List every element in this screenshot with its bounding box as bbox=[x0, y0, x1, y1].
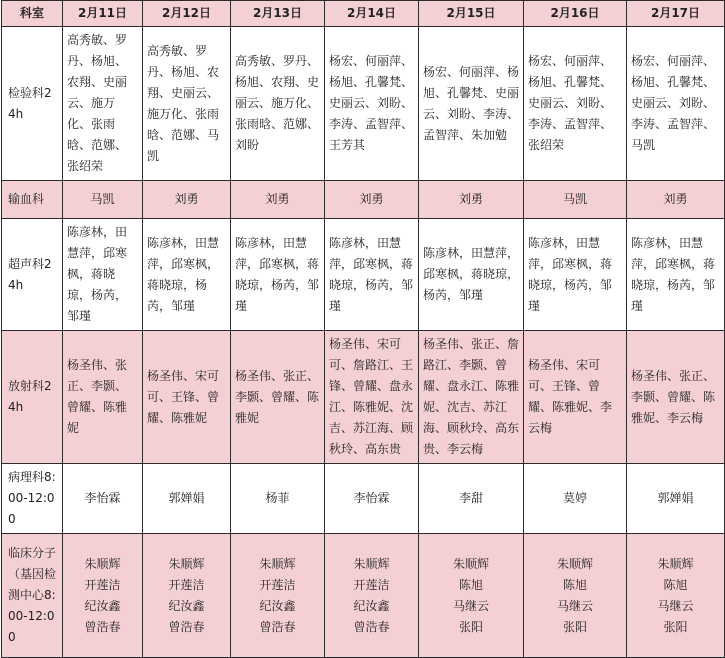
duty-cell: 刘勇 bbox=[419, 181, 524, 219]
duty-cell: 马凯 bbox=[524, 181, 627, 219]
header-dept: 科室 bbox=[2, 1, 63, 27]
duty-cell: 刘勇 bbox=[325, 181, 419, 219]
staff-name: 陈旭 bbox=[458, 577, 483, 592]
duty-cell: 杨圣伟、宋可可、詹路江、王锋、曾耀、盘永江、陈雅妮、沈吉、苏江海、顾秋玲、高东贵 bbox=[325, 331, 419, 464]
staff-name: 纪汝鑫 bbox=[259, 598, 296, 613]
duty-cell bbox=[63, 534, 143, 658]
staff-name: 开莲洁 bbox=[259, 577, 296, 592]
duty-cell: 李怡霖 bbox=[63, 464, 143, 534]
staff-name: 陈旭 bbox=[562, 577, 587, 592]
staff-name: 曾浩春 bbox=[168, 619, 205, 634]
duty-cell bbox=[325, 534, 419, 658]
duty-cell: 杨圣伟、宋可可、王锋、曾耀、陈雅妮 bbox=[143, 331, 231, 464]
duty-cell: 刘勇 bbox=[627, 181, 725, 219]
header-date: 2月11日 bbox=[63, 1, 143, 27]
table-row-radiology bbox=[2, 331, 725, 464]
staff-name: 陈旭 bbox=[663, 577, 688, 592]
duty-cell: 陈彦林，田慧萍，邱寒枫，蒋晓琼，杨芮，邹瑾 bbox=[524, 219, 627, 331]
duty-cell: 高秀敏、罗丹、杨旭、农翔、史丽云、施万化、张雨晗、范娜、马凯 bbox=[143, 27, 231, 181]
staff-name: 马继云 bbox=[657, 598, 694, 613]
dept-cell: 病理科8:00-12:00 bbox=[2, 464, 63, 534]
duty-cell: 郭婵娟 bbox=[627, 464, 725, 534]
header-date: 2月14日 bbox=[325, 1, 419, 27]
staff-name: 朱顺辉 bbox=[259, 556, 296, 571]
staff-name: 纪汝鑫 bbox=[168, 598, 205, 613]
header-date: 2月17日 bbox=[627, 1, 725, 27]
table-row-lab bbox=[2, 27, 725, 181]
duty-cell: 陈彦林，田慧萍，邱寒枫，蒋晓琼，杨芮，邹瑾 bbox=[63, 219, 143, 331]
duty-cell: 马凯 bbox=[63, 181, 143, 219]
duty-cell bbox=[524, 534, 627, 658]
duty-cell bbox=[231, 534, 325, 658]
duty-cell: 杨宏、何丽萍、杨旭、孔馨梵、史丽云、刘盼、李涛、孟智萍、张绍荣 bbox=[524, 27, 627, 181]
dept-cell: 临床分子（基因检测中心8:00-12:00 bbox=[2, 534, 63, 658]
duty-cell: 高秀敏、罗丹、杨旭、农翔、史丽云、施万化、张雨晗、范娜、刘盼 bbox=[231, 27, 325, 181]
duty-cell: 杨圣伟、张正、詹路江、李颢、曾耀、盘永江、陈雅妮、沈吉、苏江海、顾秋玲、高东贵、李云梅 bbox=[419, 331, 524, 464]
staff-name: 曾浩春 bbox=[353, 619, 390, 634]
header-date: 2月15日 bbox=[419, 1, 524, 27]
table-row-ultrasound bbox=[2, 219, 725, 331]
staff-name: 马继云 bbox=[556, 598, 593, 613]
duty-cell: 陈彦林，田慧萍，邱寒枫，蒋晓琼，杨芮，邹瑾 bbox=[325, 219, 419, 331]
duty-cell: 杨圣伟、张正、李颢、曾耀、陈雅妮 bbox=[63, 331, 143, 464]
staff-name: 开莲洁 bbox=[353, 577, 390, 592]
duty-cell: 杨圣伟、宋可可、王锋、曾耀、陈雅妮、李云梅 bbox=[524, 331, 627, 464]
header-row bbox=[2, 1, 725, 27]
table-row-pathology bbox=[2, 464, 725, 534]
duty-schedule-table bbox=[1, 0, 725, 658]
staff-name: 张阳 bbox=[458, 619, 483, 634]
header-date: 2月16日 bbox=[524, 1, 627, 27]
duty-cell: 杨宏、何丽萍、杨旭、孔馨梵、史丽云、刘盼、李涛、孟智萍、马凯 bbox=[627, 27, 725, 181]
staff-name: 朱顺辉 bbox=[452, 556, 489, 571]
dept-cell: 输血科 bbox=[2, 181, 63, 219]
header-date: 2月12日 bbox=[143, 1, 231, 27]
staff-name: 张阳 bbox=[663, 619, 688, 634]
dept-cell: 检验科24h bbox=[2, 27, 63, 181]
staff-name: 曾浩春 bbox=[84, 619, 121, 634]
staff-name: 纪汝鑫 bbox=[84, 598, 121, 613]
staff-name: 朱顺辉 bbox=[657, 556, 694, 571]
dept-cell: 超声科24h bbox=[2, 219, 63, 331]
staff-name: 开莲洁 bbox=[168, 577, 205, 592]
staff-name: 朱顺辉 bbox=[556, 556, 593, 571]
duty-cell: 杨菲 bbox=[231, 464, 325, 534]
duty-cell: 刘勇 bbox=[143, 181, 231, 219]
duty-cell: 陈彦林，田慧萍，邱寒枫，蒋晓琼，杨芮，邹瑾 bbox=[231, 219, 325, 331]
duty-cell: 莫婷 bbox=[524, 464, 627, 534]
staff-name: 张阳 bbox=[562, 619, 587, 634]
duty-cell bbox=[143, 534, 231, 658]
duty-cell bbox=[419, 534, 524, 658]
duty-cell: 李甜 bbox=[419, 464, 524, 534]
duty-cell: 高秀敏、罗丹、杨旭、农翔、史丽云、施万化、张雨晗、范娜、张绍荣 bbox=[63, 27, 143, 181]
duty-cell: 陈彦林，田慧萍，邱寒枫，蒋晓琼，杨芮，邹瑾 bbox=[143, 219, 231, 331]
table-row-molecular bbox=[2, 534, 725, 658]
duty-cell: 李怡霖 bbox=[325, 464, 419, 534]
duty-cell: 杨圣伟、张正、李颢、曾耀、陈雅妮、李云梅 bbox=[627, 331, 725, 464]
duty-cell bbox=[627, 534, 725, 658]
staff-name: 朱顺辉 bbox=[168, 556, 205, 571]
duty-cell: 杨圣伟、张正、李颢、曾耀、陈雅妮 bbox=[231, 331, 325, 464]
dept-cell: 放射科24h bbox=[2, 331, 63, 464]
staff-name: 朱顺辉 bbox=[353, 556, 390, 571]
duty-cell: 杨宏、何丽萍、杨旭、孔馨梵、史丽云、刘盼、李涛、孟智萍、朱加勉 bbox=[419, 27, 524, 181]
staff-name: 纪汝鑫 bbox=[353, 598, 390, 613]
duty-cell: 陈彦林，田慧萍，邱寒枫，蒋晓琼，杨芮，邹瑾 bbox=[419, 219, 524, 331]
staff-name: 开莲洁 bbox=[84, 577, 121, 592]
duty-cell: 陈彦林，田慧萍，邱寒枫，蒋晓琼，杨芮，邹瑾 bbox=[627, 219, 725, 331]
table-row-transfusion bbox=[2, 181, 725, 219]
staff-name: 朱顺辉 bbox=[84, 556, 121, 571]
duty-cell: 刘勇 bbox=[231, 181, 325, 219]
header-date: 2月13日 bbox=[231, 1, 325, 27]
staff-name: 曾浩春 bbox=[259, 619, 296, 634]
duty-cell: 郭婵娟 bbox=[143, 464, 231, 534]
duty-cell: 杨宏、何丽萍、杨旭、孔馨梵、史丽云、刘盼、李涛、孟智萍、王芳其 bbox=[325, 27, 419, 181]
staff-name: 马继云 bbox=[452, 598, 489, 613]
